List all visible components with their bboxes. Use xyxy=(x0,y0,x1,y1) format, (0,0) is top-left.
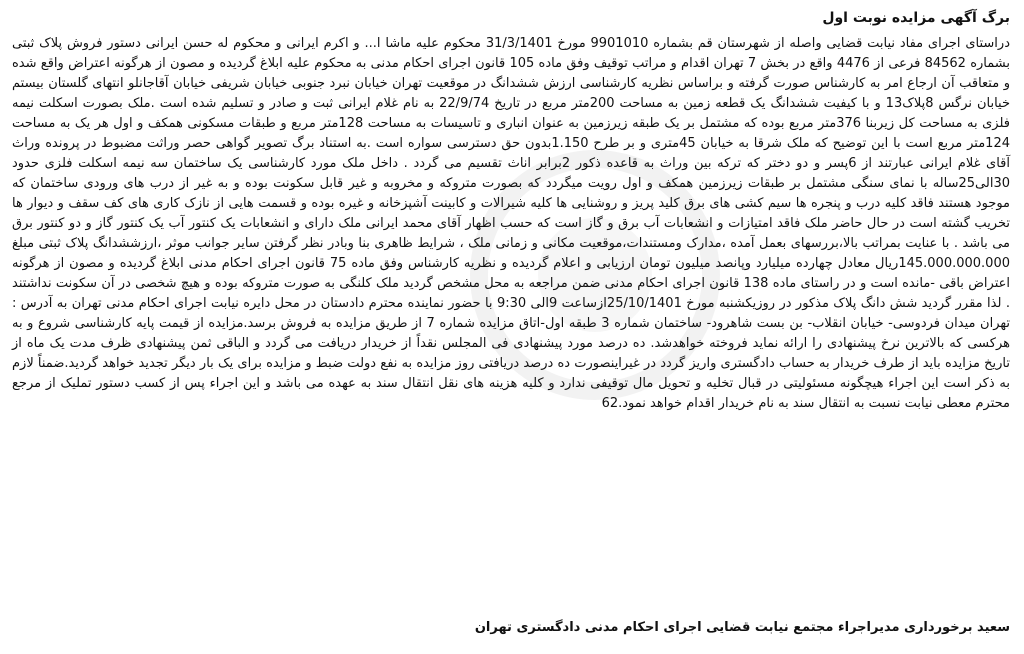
notice-body: دراستای اجرای مفاد نیابت قضایی واصله از شهرستان قم بشماره 9901010 مورخ 31/3/1401 محکوم علیه ماشا ا... و اکرم ایرانی و محکوم له حسن ایرانی دستور فروش پلاک ثبتی بشماره 84562 فرعی از 4476 واقع در بخش 7 تهران اقدام و مراتب توقیف وفق ماده 105 قانون اجرای احکام مدنی به محکوم علیه ابلاغ گردیده و مصون از هرگونه اعتراض واقع شده و متعاقب آن ارجاع امر به کارشناس صورت گرفته و براساس نظریه کارشناسی ارزش ششدانگ در موقعیت تهران خیابان نبرد جنوبی خیابان شریفی خیابان آقاجانلو انتهای گلستان بیستم خیابان نرگس 8پلاک13 و با کیفیت ششدانگ یک قطعه زمین به مساحت 200متر مربع در تاریخ 22/9/74 به نام غلام ایرانی ثبت و صادر و تسلیم شده است .ملک بصورت اسکلت نیمه فلزی به مساحت کل زیربنا 376متر مربع بوده که مشتمل بر یک طبقه زیرزمین به عنوان انباری و تاسیسات به مساحت 128متر مربع و طبقات مسکونی همکف و اول هر یک به مساحت 124متر مربع است با این توضیح که ملک شرقا به خیابان 45متری و بر طرح 1.150بدون حق دسترسی سواره است .به استناد برگ تصویر گواهی حصر وراثت مضبوط در پرونده وراث آقای غلام ایرانی عبارتند از 6پسر و دو دختر که ترکه بین وراث به قاعده ذکور 2برابر اناث تقسیم می گردد . داخل ملک مورد کارشناسی یک ساختمان سه نیمه اسکلت فلزی حدود 30الی25ساله با نمای سنگی مشتمل بر طبقات زیرزمین همکف و اول رویت میگردد که بصورت متروکه و مخروبه و غیر قابل سکونت بوده و به غیر از درب های ورودی ساختمان که موجود هستند فاقد کلیه درب و پنجره ها سیم کشی های برق کلید پریز و روشنایی ها کلیه شیرالات و کابینت آشپزخانه و غیره بوده و قسمت هایی از نازک کاری های کف سقف و دیوار ها تخریب گشته است در حال حاضر ملک فاقد امتیازات و انشعابات آب برق و گاز است که حسب اظهار آقای محمد ایرانی ملک دارای و انشعابات یک کنتور آب یک کنتور گاز و دو کنتور برق می باشد . با عنایت بمراتب بالا،بررسهای بعمل آمده ،مدارک ومستندات،موقعیت مکانی و زمانی ملک ، شرایط ظاهری بنا وبادر نظر گرفتن سایر جوانب موثر ،ارزششدانگ پلاک ثبتی مبلغ 145.000.000.000ریال معادل چهارده میلیارد وپانصد میلیون تومان ارزیابی و اعلام گردیده و نظریه کارشناس وفق ماده 75 قانون اجرای احکام مدنی ابلاغ گردیده و مصون از هرگونه اعتراض باقی -مانده است و در راستای ماده 138 قانون اجرای احکام مدنی ضمن مراجعه به محل مشخص گردید ملک کلنگی به صورت متروکه بوده و هیچ شخصی در آن سکونت نداشتند . لذا مقرر گردید شش دانگ پلاک مذکور در روزیکشنبه مورخ 25/10/1401ازساعت 9الی 9:30 با حضور نماینده محترم دادستان در محل دایره نیابت اجرای احکام مدنی تهران به آدرس : تهران میدان فردوسی- خیابان انقلاب- بن بست شاهرود- ساختمان شماره 3 طبقه اول-اتاق مزایده شماره 7 از طریق مزایده به فروش برسد.مزایده از قیمت پایه کارشناسی شروع و به هرکسی که بالاترین نرخ پیشنهادی را ارائه نماید فروخته خواهدشد. ده درصد مورد پیشنهادی فی المجلس نقداً از خریدار دریافت می گردد و الباقی ثمن پیشنهادی ظرف مدت یک ماه از تاریخ مزایده باید از طرف خریدار به حساب دادگستری واریز گردد در غیراینصورت ده درصد دریافتی روز مزایده به نفع دولت ضبط و مزایده برای یک بار دیگر تجدید خواهد گردید.ضمناً لازم به ذکر است این اجراء هیچگونه مسئولیتی در قبال تخلیه و تحویل مال توقیفی ندارد و کلیه هزینه های نقل انتقال سند به عهده می باشد و این اجراء پس از کسب دستور تملیک از مرجع محترم معطی نیابت نسبت به انتقال سند به نام خریدار اقدام خواهد نمود.62 xyxy=(12,36,1010,411)
notice-signature: سعید برخورداری مدیراجراء مجتمع نیابت قضایی اجرای احکام مدنی دادگستری تهران xyxy=(474,620,1010,635)
notice-title: برگ آگهی مزایده نوبت اول xyxy=(822,10,1010,26)
